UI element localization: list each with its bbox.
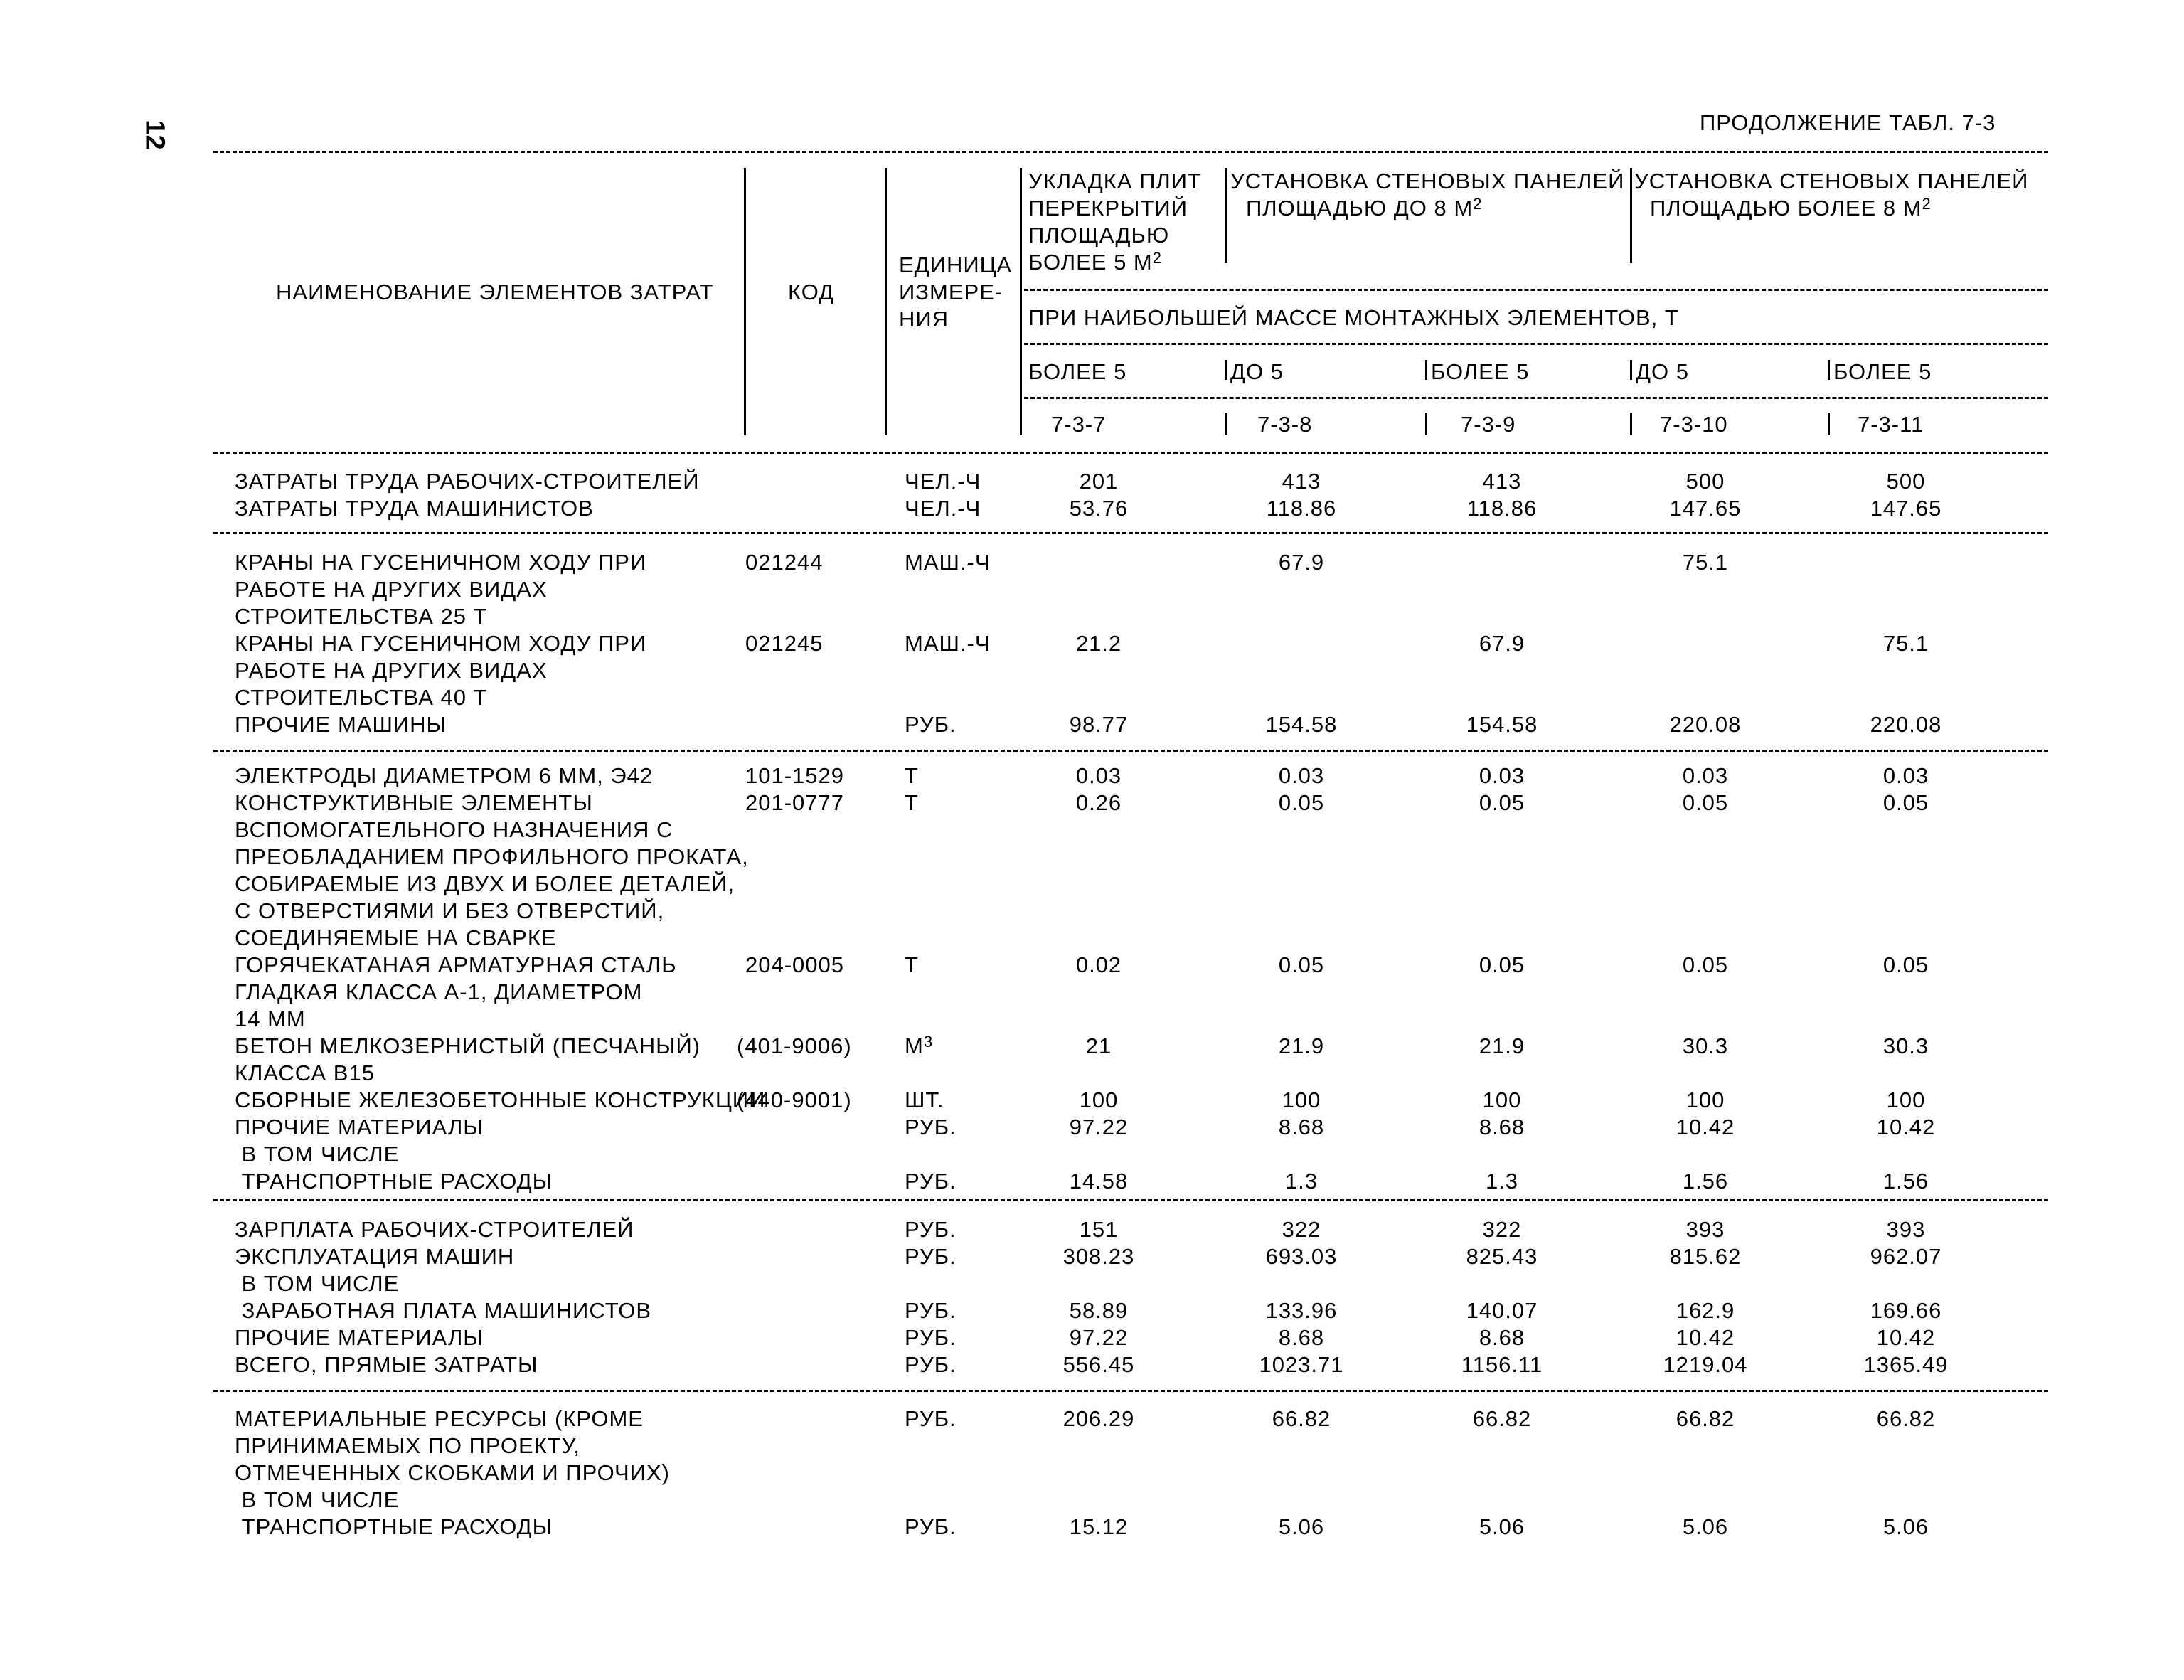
column-separator — [1630, 413, 1632, 435]
row-name: ВСЕГО, ПРЯМЫЕ ЗАТРАТЫ — [235, 1352, 538, 1377]
cell-value: 10.42 — [1676, 1325, 1735, 1350]
row-unit: Т — [905, 952, 919, 977]
cell-value: 10.42 — [1876, 1115, 1936, 1139]
column-header-unit: ЕДИНИЦА — [899, 252, 1013, 277]
cell-value: 14.58 — [1069, 1169, 1129, 1193]
cell-value: 118.86 — [1466, 496, 1538, 521]
cell-value: 8.68 — [1278, 1115, 1325, 1139]
row-name: РАБОТЕ НА ДРУГИХ ВИДАХ — [235, 577, 548, 602]
cell-value: 0.03 — [1479, 763, 1525, 788]
header-bottom-rule — [213, 452, 2048, 454]
row-name: КРАНЫ НА ГУСЕНИЧНОМ ХОДУ ПРИ — [235, 631, 647, 656]
cell-value: 815.62 — [1669, 1244, 1742, 1269]
cell-value: 21.9 — [1278, 1033, 1325, 1058]
column-separator — [1828, 413, 1830, 435]
row-name: ЗАТРАТЫ ТРУДА МАШИНИСТОВ — [235, 496, 594, 521]
cell-value: 100 — [1685, 1088, 1725, 1112]
row-unit: РУБ. — [905, 1352, 957, 1377]
cell-value: 162.9 — [1676, 1298, 1735, 1323]
cell-value: 1.3 — [1485, 1169, 1519, 1193]
cell-value: 140.07 — [1466, 1298, 1538, 1323]
group-header-panels-over-8: ПЛОЩАДЬЮ БОЛЕЕ 8 $М^2$ — [1650, 195, 1932, 220]
group-header-panels-over-8: УСТАНОВКА СТЕНОВЫХ ПАНЕЛЕЙ — [1634, 169, 2029, 193]
cell-value: 0.03 — [1882, 763, 1929, 788]
row-code: 201-0777 — [745, 790, 845, 815]
rate-code: 7-3-8 — [1257, 412, 1313, 437]
row-name: СТРОИТЕЛЬСТВА 25 Т — [235, 604, 488, 629]
cell-value: 413 — [1482, 469, 1522, 494]
cell-value: 100 — [1482, 1088, 1522, 1112]
dashed-rule — [213, 1199, 2048, 1201]
row-name: СОЕДИНЯЕМЫЕ НА СВАРКЕ — [235, 925, 557, 950]
cell-value: 1.3 — [1284, 1169, 1319, 1193]
cell-value: 0.03 — [1278, 763, 1325, 788]
row-code: 204-0005 — [745, 952, 845, 977]
row-name: ЭЛЕКТРОДЫ ДИАМЕТРОМ 6 ММ, Э42 — [235, 763, 654, 788]
row-unit: РУБ. — [905, 1298, 957, 1323]
cell-value: 0.05 — [1882, 952, 1929, 977]
cell-value: 53.76 — [1069, 496, 1129, 521]
cell-value: 1365.49 — [1863, 1352, 1949, 1377]
group-header-slab-laying: ПЛОЩАДЬЮ — [1028, 223, 1170, 248]
cell-value: 66.82 — [1272, 1406, 1331, 1431]
column-header-code: КОД — [788, 280, 835, 304]
cell-value: 1023.71 — [1259, 1352, 1344, 1377]
row-unit: МАШ.-Ч — [905, 631, 991, 656]
column-header-unit: НИЯ — [899, 307, 949, 331]
dashed-rule — [213, 532, 2048, 534]
cell-value: 220.08 — [1669, 712, 1742, 737]
row-name: КОНСТРУКТИВНЫЕ ЭЛЕМЕНТЫ — [235, 790, 593, 815]
cell-value: 154.58 — [1466, 712, 1538, 737]
cell-value: 1.56 — [1882, 1169, 1929, 1193]
row-unit: РУБ. — [905, 1115, 957, 1139]
row-name: ПРОЧИЕ МАТЕРИАЛЫ — [235, 1325, 484, 1350]
cell-value: 10.42 — [1676, 1115, 1735, 1139]
row-name: МАТЕРИАЛЬНЫЕ РЕСУРСЫ (КРОМЕ — [235, 1406, 644, 1431]
mass-value: БОЛЕЕ 5 — [1431, 359, 1530, 384]
cell-value: 67.9 — [1278, 550, 1325, 575]
row-unit: РУБ. — [905, 1406, 957, 1431]
column-separator — [1425, 413, 1427, 435]
mass-row-header: ПРИ НАИБОЛЬШЕЙ МАССЕ МОНТАЖНЫХ ЭЛЕМЕНТОВ, Т — [1028, 305, 1679, 330]
cell-value: 66.82 — [1472, 1406, 1532, 1431]
cell-value: 0.26 — [1075, 790, 1122, 815]
cell-value: 75.1 — [1682, 550, 1729, 575]
group-header-panels-up-to-8: ПЛОЩАДЬЮ ДО 8 $М^2$ — [1246, 195, 1483, 220]
cell-value: 0.05 — [1278, 790, 1325, 815]
row-name: В ТОМ ЧИСЛЕ — [235, 1142, 400, 1166]
cell-value: 21.9 — [1479, 1033, 1525, 1058]
group-header-slab-laying: УКЛАДКА ПЛИТ — [1028, 169, 1202, 193]
cell-value: 100 — [1282, 1088, 1321, 1112]
cell-value: 169.66 — [1870, 1298, 1942, 1323]
row-name: КРАНЫ НА ГУСЕНИЧНОМ ХОДУ ПРИ — [235, 550, 647, 575]
cell-value: 5.06 — [1278, 1514, 1325, 1539]
cell-value: 5.06 — [1682, 1514, 1729, 1539]
row-name: ЗАРПЛАТА РАБОЧИХ-СТРОИТЕЛЕЙ — [235, 1217, 634, 1242]
mass-value: БОЛЕЕ 5 — [1028, 359, 1127, 384]
column-separator — [744, 168, 746, 435]
cell-value: 825.43 — [1466, 1244, 1538, 1269]
row-name: С ОТВЕРСТИЯМИ И БЕЗ ОТВЕРСТИЙ, — [235, 898, 665, 923]
row-name: 14 ММ — [235, 1006, 306, 1031]
row-unit: РУБ. — [905, 1244, 957, 1269]
column-separator — [1225, 168, 1227, 263]
cell-value: 693.03 — [1265, 1244, 1338, 1269]
cell-value: 0.05 — [1682, 952, 1729, 977]
top-rule — [213, 151, 2048, 153]
cell-value: 413 — [1282, 469, 1321, 494]
dashed-rule — [1024, 397, 2048, 399]
rate-code: 7-3-9 — [1461, 412, 1516, 437]
cell-value: 1219.04 — [1663, 1352, 1748, 1377]
row-name: ЭКСПЛУАТАЦИЯ МАШИН — [235, 1244, 515, 1269]
row-unit: РУБ. — [905, 1217, 957, 1242]
column-separator — [1020, 168, 1022, 435]
row-name: ТРАНСПОРТНЫЕ РАСХОДЫ — [235, 1514, 553, 1539]
cell-value: 118.86 — [1266, 496, 1337, 521]
row-name: БЕТОН МЕЛКОЗЕРНИСТЫЙ (ПЕСЧАНЫЙ) — [235, 1033, 701, 1058]
group-header-panels-up-to-8: УСТАНОВКА СТЕНОВЫХ ПАНЕЛЕЙ — [1230, 169, 1625, 193]
row-name: СОБИРАЕМЫЕ ИЗ ДВУХ И БОЛЕЕ ДЕТАЛЕЙ, — [235, 871, 735, 896]
column-separator — [1828, 360, 1830, 380]
cell-value: 0.05 — [1882, 790, 1929, 815]
row-name: СБОРНЫЕ ЖЕЛЕЗОБЕТОННЫЕ КОНСТРУКЦИИ — [235, 1088, 766, 1112]
row-unit: Т — [905, 763, 919, 788]
cell-value: 393 — [1886, 1217, 1926, 1242]
row-unit: Т — [905, 790, 919, 815]
cell-value: 962.07 — [1870, 1244, 1942, 1269]
row-unit: ЧЕЛ.-Ч — [905, 496, 981, 521]
page-number: 12 — [139, 119, 170, 150]
cell-value: 0.05 — [1682, 790, 1729, 815]
rate-code: 7-3-11 — [1858, 412, 1924, 437]
cell-value: 8.68 — [1479, 1325, 1525, 1350]
cell-value: 10.42 — [1876, 1325, 1936, 1350]
column-header-name: НАИМЕНОВАНИЕ ЭЛЕМЕНТОВ ЗАТРАТ — [276, 280, 714, 304]
cell-value: 21 — [1085, 1033, 1112, 1058]
column-header-unit: ИЗМЕРЕ- — [899, 280, 1003, 304]
cell-value: 556.45 — [1062, 1352, 1135, 1377]
cell-value: 15.12 — [1069, 1514, 1129, 1539]
cell-value: 393 — [1685, 1217, 1725, 1242]
table-caption: ПРОДОЛЖЕНИЕ ТАБЛ. 7-3 — [1700, 110, 1996, 135]
cell-value: 100 — [1886, 1088, 1926, 1112]
row-name: ЗАТРАТЫ ТРУДА РАБОЧИХ-СТРОИТЕЛЕЙ — [235, 469, 700, 494]
cell-value: 201 — [1079, 469, 1119, 494]
cell-value: 133.96 — [1265, 1298, 1338, 1323]
cell-value: 147.65 — [1870, 496, 1942, 521]
column-separator — [885, 168, 887, 435]
column-separator — [1225, 360, 1227, 380]
cell-value: 5.06 — [1479, 1514, 1525, 1539]
row-name: ГОРЯЧЕКАТАНАЯ АРМАТУРНАЯ СТАЛЬ — [235, 952, 677, 977]
row-unit: РУБ. — [905, 712, 957, 737]
cell-value: 97.22 — [1069, 1115, 1129, 1139]
cell-value: 67.9 — [1479, 631, 1525, 656]
cell-value: 66.82 — [1876, 1406, 1936, 1431]
cell-value: 5.06 — [1882, 1514, 1929, 1539]
row-code: 101-1529 — [745, 763, 845, 788]
row-unit: МАШ.-Ч — [905, 550, 991, 575]
row-name: В ТОМ ЧИСЛЕ — [235, 1487, 400, 1512]
row-code: (401-9006) — [737, 1033, 852, 1058]
row-name: ПРОЧИЕ МАТЕРИАЛЫ — [235, 1115, 484, 1139]
cell-value: 0.03 — [1075, 763, 1122, 788]
cell-value: 8.68 — [1479, 1115, 1525, 1139]
row-name: В ТОМ ЧИСЛЕ — [235, 1271, 400, 1296]
cell-value: 154.58 — [1265, 712, 1338, 737]
row-name: ПРОЧИЕ МАШИНЫ — [235, 712, 447, 737]
dashed-rule — [1024, 289, 2048, 291]
cell-value: 8.68 — [1278, 1325, 1325, 1350]
row-name: ОТМЕЧЕННЫХ СКОБКАМИ И ПРОЧИХ) — [235, 1460, 670, 1485]
cell-value: 30.3 — [1882, 1033, 1929, 1058]
row-unit: ЧЕЛ.-Ч — [905, 469, 981, 494]
mass-value: ДО 5 — [1230, 359, 1284, 384]
cell-value: 308.23 — [1062, 1244, 1135, 1269]
cell-value: 66.82 — [1676, 1406, 1735, 1431]
mass-value: ДО 5 — [1636, 359, 1689, 384]
cell-value: 98.77 — [1069, 712, 1129, 737]
cell-value: 0.05 — [1278, 952, 1325, 977]
cell-value: 1156.11 — [1461, 1352, 1543, 1377]
dashed-rule — [213, 750, 2048, 752]
row-code: 021245 — [745, 631, 824, 656]
dashed-rule — [213, 1390, 2048, 1392]
row-name: ВСПОМОГАТЕЛЬНОГО НАЗНАЧЕНИЯ С — [235, 817, 673, 842]
cell-value: 151 — [1079, 1217, 1119, 1242]
cell-value: 322 — [1482, 1217, 1522, 1242]
row-unit: РУБ. — [905, 1169, 957, 1193]
row-name: ТРАНСПОРТНЫЕ РАСХОДЫ — [235, 1169, 553, 1193]
cell-value: 0.05 — [1479, 952, 1525, 977]
row-unit: $М^3$ — [905, 1033, 934, 1058]
row-name: СТРОИТЕЛЬСТВА 40 Т — [235, 685, 488, 710]
row-code: 021244 — [745, 550, 824, 575]
cell-value: 58.89 — [1069, 1298, 1129, 1323]
row-name: ПРЕОБЛАДАНИЕМ ПРОФИЛЬНОГО ПРОКАТА, — [235, 844, 749, 869]
row-name: ГЛАДКАЯ КЛАССА А-1, ДИАМЕТРОМ — [235, 979, 643, 1004]
cell-value: 21.2 — [1075, 631, 1122, 656]
cell-value: 322 — [1282, 1217, 1321, 1242]
cell-value: 500 — [1886, 469, 1926, 494]
row-code: (440-9001) — [737, 1088, 852, 1112]
cell-value: 75.1 — [1882, 631, 1929, 656]
cell-value: 206.29 — [1062, 1406, 1135, 1431]
cell-value: 220.08 — [1870, 712, 1942, 737]
mass-value: БОЛЕЕ 5 — [1833, 359, 1932, 384]
cell-value: 500 — [1685, 469, 1725, 494]
cell-value: 0.03 — [1682, 763, 1729, 788]
group-header-slab-laying: ПЕРЕКРЫТИЙ — [1028, 196, 1188, 220]
column-separator — [1630, 360, 1632, 380]
cell-value: 0.05 — [1479, 790, 1525, 815]
cell-value: 30.3 — [1682, 1033, 1729, 1058]
cell-value: 100 — [1079, 1088, 1119, 1112]
row-name: КЛАССА В15 — [235, 1060, 375, 1085]
dashed-rule — [1024, 343, 2048, 345]
row-name: ЗАРАБОТНАЯ ПЛАТА МАШИНИСТОВ — [235, 1298, 652, 1323]
row-name: ПРИНИМАЕМЫХ ПО ПРОЕКТУ, — [235, 1433, 580, 1458]
row-name: РАБОТЕ НА ДРУГИХ ВИДАХ — [235, 658, 548, 683]
row-unit: РУБ. — [905, 1325, 957, 1350]
column-separator — [1425, 360, 1427, 380]
rate-code: 7-3-7 — [1051, 412, 1107, 437]
cell-value: 97.22 — [1069, 1325, 1129, 1350]
column-separator — [1630, 168, 1632, 263]
row-unit: ШТ. — [905, 1088, 944, 1112]
rate-code: 7-3-10 — [1660, 412, 1728, 437]
cell-value: 147.65 — [1669, 496, 1742, 521]
row-unit: РУБ. — [905, 1514, 957, 1539]
cell-value: 1.56 — [1682, 1169, 1729, 1193]
cell-value: 0.02 — [1075, 952, 1122, 977]
column-separator — [1225, 413, 1227, 435]
group-header-slab-laying: БОЛЕЕ 5 $М^2$ — [1028, 249, 1162, 275]
